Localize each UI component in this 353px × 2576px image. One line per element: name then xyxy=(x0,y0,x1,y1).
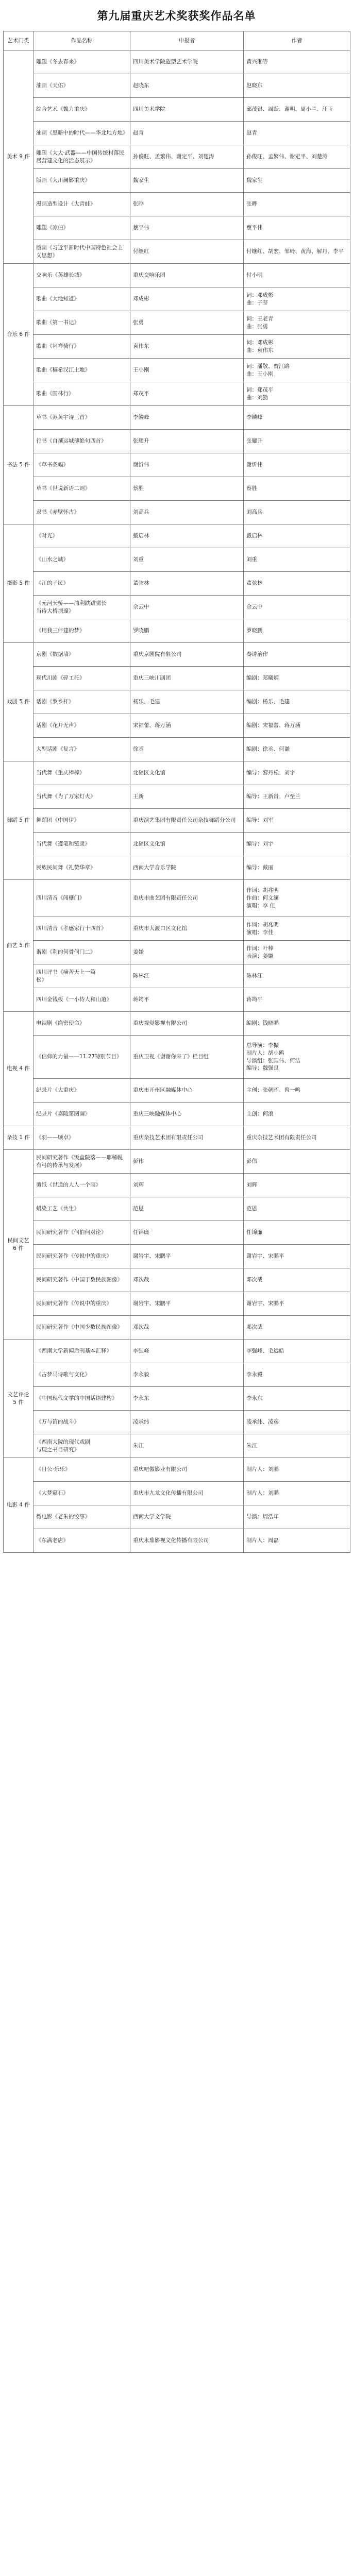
applicant-cell: 罗晓鹏 xyxy=(130,619,244,643)
table-header-row xyxy=(4,31,350,50)
table-row xyxy=(4,738,350,761)
table-row xyxy=(4,359,350,382)
author-cell: 谢岩宇、宋鹏平 xyxy=(244,1245,350,1268)
author-cell: 李永东 xyxy=(244,1387,350,1411)
table-row xyxy=(4,1434,350,1458)
applicant-cell: 四川美术学院 xyxy=(130,98,244,122)
author-cell: 编剧：宋福蕾、蒋万涵 xyxy=(244,714,350,738)
table-row xyxy=(4,917,350,941)
author-cell: 词：邓成彬 曲：袁伟东 xyxy=(244,335,350,359)
applicant-cell: 重庆京剧院有限公司 xyxy=(130,643,244,667)
category-cell: 电影 4 件 xyxy=(4,1458,33,1553)
table-row xyxy=(4,572,350,596)
table-row xyxy=(4,477,350,501)
applicant-cell: 付继红 xyxy=(130,240,244,264)
table-row xyxy=(4,1036,350,1079)
work-cell: 四川金钱板《一小侍人和山道》 xyxy=(33,988,130,1012)
author-cell: 谢岩宇、宋鹏平 xyxy=(244,1292,350,1316)
table-row xyxy=(4,1150,350,1174)
author-cell: 总导演：李振 制片人：胡小鸥 导演组：张国伟、何洁 编导：魏强良 xyxy=(244,1036,350,1079)
author-cell: 邓次哉 xyxy=(244,1316,350,1340)
category-cell: 摄影 5 件 xyxy=(4,524,33,643)
applicant-cell: 王新 xyxy=(130,785,244,809)
author-cell: 李永毅 xyxy=(244,1363,350,1387)
applicant-cell: 李强峰 xyxy=(130,1340,244,1363)
author-cell: 付小明 xyxy=(244,264,350,287)
author-cell: 朱江 xyxy=(244,1434,350,1458)
author-cell: 李鳞峰 xyxy=(244,406,350,430)
applicant-cell: 刘高兵 xyxy=(130,501,244,524)
applicant-cell: 重庆市开州区融媒体中心 xyxy=(130,1079,244,1103)
applicant-cell: 重庆市大渡口区文化馆 xyxy=(130,917,244,941)
applicant-cell: 重庆视觉影视有限公司 xyxy=(130,1012,244,1036)
header-category: 艺术门类 xyxy=(4,31,33,50)
applicant-cell: 张勇 xyxy=(130,311,244,335)
author-cell: 刘高兵 xyxy=(244,501,350,524)
applicant-cell: 重庆卫视《谢谢你来了》栏目组 xyxy=(130,1036,244,1079)
work-cell: 蜡染工艺《共生》 xyxy=(33,1197,130,1221)
table-row xyxy=(4,856,350,880)
work-cell: 《江的子民》 xyxy=(33,572,130,596)
applicant-cell: 四川美术学院造型艺术学院 xyxy=(130,50,244,74)
work-cell: 行书《自撰运城薄绝句四首》 xyxy=(33,430,130,453)
category-cell: 曲艺 5 件 xyxy=(4,880,33,1012)
author-cell: 作词：胡兆明 演唱：李佳 xyxy=(244,917,350,941)
work-cell: 隶书《赤壁怀古》 xyxy=(33,501,130,524)
table-row xyxy=(4,287,350,311)
applicant-cell: 朱江 xyxy=(130,1434,244,1458)
applicant-cell: 重庆吧傲影业有限公司 xyxy=(130,1458,244,1482)
table-row xyxy=(4,264,350,287)
author-cell: 魏家生 xyxy=(244,169,350,193)
table-row xyxy=(4,145,350,169)
table-row xyxy=(4,1221,350,1245)
category-cell: 电视 4 件 xyxy=(4,1012,33,1126)
table-row xyxy=(4,833,350,856)
work-cell: 当代舞《为了万家灯火》 xyxy=(33,785,130,809)
applicant-cell: 蔡平伟 xyxy=(130,216,244,240)
work-cell: 民间研究著作《何伯何对论》 xyxy=(33,1221,130,1245)
author-cell: 张耀升 xyxy=(244,430,350,453)
table-row xyxy=(4,1387,350,1411)
author-cell: 主创：张朝晖、曾一鸣 xyxy=(244,1079,350,1103)
work-cell: 大型话剧《复言》 xyxy=(33,738,130,761)
author-cell: 编导：黎丹松、刘宇 xyxy=(244,761,350,785)
author-cell: 孙俊旺、孟繁伟、谢定平、刘楚涛 xyxy=(244,145,350,169)
table-row xyxy=(4,335,350,359)
author-cell: 编剧：杨乐、毛建 xyxy=(244,690,350,714)
author-cell: 秦诗治作 xyxy=(244,643,350,667)
applicant-cell: 张晔 xyxy=(130,193,244,216)
work-cell: 四川清音《孝感家行十四首》 xyxy=(33,917,130,941)
applicant-cell: 姜嫌 xyxy=(130,941,244,964)
table-row xyxy=(4,1529,350,1553)
work-cell: 《日公·乐乐》 xyxy=(33,1458,130,1482)
table-row xyxy=(4,643,350,667)
author-cell: 词：邓成彬 曲：子芽 xyxy=(244,287,350,311)
author-cell: 戴启林 xyxy=(244,524,350,548)
work-cell: 油画《黑暗中的时代——华北地方地》 xyxy=(33,122,130,145)
work-cell: 四川清音《闯栅门》 xyxy=(33,880,130,917)
author-cell: 凌承纬、凌彦 xyxy=(244,1411,350,1434)
work-cell: 京剧《数据墙》 xyxy=(33,643,130,667)
author-cell: 蒋筠平 xyxy=(244,988,350,1012)
author-cell: 词：潘敬、贾江路 曲：王小刚 xyxy=(244,359,350,382)
work-cell: 纪录片《嘉陵第图画》 xyxy=(33,1103,130,1126)
applicant-cell: 徐丞 xyxy=(130,738,244,761)
table-row xyxy=(4,1340,350,1363)
applicant-cell: 赵青 xyxy=(130,122,244,145)
work-cell: 四川评书《痛苦天上一篇 松》 xyxy=(33,964,130,988)
table-row xyxy=(4,1174,350,1197)
applicant-cell: 北碚区文化馆 xyxy=(130,833,244,856)
author-cell: 任锦廉 xyxy=(244,1221,350,1245)
applicant-cell: 重庆市曲艺团有限责任公司 xyxy=(130,880,244,917)
applicant-cell: 赵晓东 xyxy=(130,74,244,98)
work-cell: 雕塑《凉伯》 xyxy=(33,216,130,240)
table-row xyxy=(4,941,350,964)
applicant-cell: 董弦林 xyxy=(130,572,244,596)
work-cell: 版画《大川澜影重庆》 xyxy=(33,169,130,193)
table-row xyxy=(4,1411,350,1434)
work-cell: 纪录片《大重庆》 xyxy=(33,1079,130,1103)
work-cell: 歌曲《围林行》 xyxy=(33,382,130,406)
work-cell: 电视剧《绝密使命》 xyxy=(33,1012,130,1036)
applicant-cell: 邓次哉 xyxy=(130,1316,244,1340)
author-cell: 制片人：刘鹏 xyxy=(244,1458,350,1482)
work-cell: 当代舞《重庆棒棒》 xyxy=(33,761,130,785)
author-cell: 制片人：周磊 xyxy=(244,1529,350,1553)
table-row xyxy=(4,193,350,216)
table-row xyxy=(4,1126,350,1150)
work-cell: 《万与笛的战斗》 xyxy=(33,1411,130,1434)
table-row xyxy=(4,785,350,809)
author-cell: 词：郑茂平 曲：刘勤 xyxy=(244,382,350,406)
author-cell: 主创：何浪 xyxy=(244,1103,350,1126)
author-cell: 邓次哉 xyxy=(244,1268,350,1292)
work-cell: 话剧《罗乡杆》 xyxy=(33,690,130,714)
work-cell: 当代舞《遵笔和链隶》 xyxy=(33,833,130,856)
author-cell: 黄兴湘等 xyxy=(244,50,350,74)
work-cell: 雕塑《冬去春来》 xyxy=(33,50,130,74)
author-cell: 制片人：刘鹏 xyxy=(244,1482,350,1505)
table-row xyxy=(4,98,350,122)
work-cell: 谐剧《利的何骨何门二》 xyxy=(33,941,130,964)
category-cell: 杂技 1 件 xyxy=(4,1126,33,1150)
work-cell: 民间研究著作《传说中的重庆》 xyxy=(33,1292,130,1316)
table-row xyxy=(4,501,350,524)
applicant-cell: 孙俊旺、孟繁伟、谢定平、刘楚涛 xyxy=(130,145,244,169)
work-cell: 雕塑《大大·武器——中国传统村落民居营建文化的活态展示》 xyxy=(33,145,130,169)
author-cell: 编剧：郑曦炳 xyxy=(244,667,350,690)
work-cell: 《草书条幅》 xyxy=(33,453,130,477)
table-row xyxy=(4,1458,350,1482)
work-cell: 《时光》 xyxy=(33,524,130,548)
table-row xyxy=(4,74,350,98)
work-cell: 《古梦马诗歌与文化》 xyxy=(33,1363,130,1387)
applicant-cell: 张耀升 xyxy=(130,430,244,453)
applicant-cell: 李鳞峰 xyxy=(130,406,244,430)
author-cell: 重庆杂技艺术团有限责任公司 xyxy=(244,1126,350,1150)
table-row xyxy=(4,1103,350,1126)
table-row xyxy=(4,1316,350,1340)
table-row xyxy=(4,430,350,453)
applicant-cell: 重庆市九龙文化传播有限公司 xyxy=(130,1482,244,1505)
author-cell: 编导：王新贵、卢至兰 xyxy=(244,785,350,809)
author-cell: 导演：周浩年 xyxy=(244,1505,350,1529)
applicant-cell: 重庆交响乐团 xyxy=(130,264,244,287)
table-row xyxy=(4,406,350,430)
category-cell: 舞蹈 5 件 xyxy=(4,761,33,880)
applicant-cell: 凌承纬 xyxy=(130,1411,244,1434)
applicant-cell: 刘重 xyxy=(130,548,244,572)
table-row xyxy=(4,1012,350,1036)
work-cell: 《元河天桥——浦利跌跋骡长 当待大桥坝邃》 xyxy=(33,596,130,619)
work-cell: 油画《天佑》 xyxy=(33,74,130,98)
applicant-cell: 郑茂平 xyxy=(130,382,244,406)
category-cell: 音乐 6 件 xyxy=(4,264,33,406)
header-applicant: 申报者 xyxy=(130,31,244,50)
table-row xyxy=(4,596,350,619)
applicant-cell: 谢忻伟 xyxy=(130,453,244,477)
table-row xyxy=(4,619,350,643)
page-title: 第九届重庆艺术奖获奖作品名单 xyxy=(97,10,256,22)
work-cell: 交响乐《英雄长城》 xyxy=(33,264,130,287)
applicant-cell: 蒋筠平 xyxy=(130,988,244,1012)
applicant-cell: 重庆永鼎影视文化传播有限公司 xyxy=(130,1529,244,1553)
work-cell: 剪纸《世道的人人一个画》 xyxy=(33,1174,130,1197)
work-cell: 《羽——顾卓》 xyxy=(33,1126,130,1150)
applicant-cell: 魏家生 xyxy=(130,169,244,193)
applicant-cell: 谢岩宇、宋鹏平 xyxy=(130,1245,244,1268)
table-row xyxy=(4,122,350,145)
author-cell: 佘云中 xyxy=(244,596,350,619)
work-cell: 歌曲《稿希汉江土地》 xyxy=(33,359,130,382)
applicant-cell: 谢岩宇、宋鹏平 xyxy=(130,1292,244,1316)
work-cell: 《西南大学新闻后刊基本汇释》 xyxy=(33,1340,130,1363)
work-cell: 民间研究著作《传说中的重庆》 xyxy=(33,1245,130,1268)
table-row xyxy=(4,809,350,833)
table-row xyxy=(4,1505,350,1529)
author-cell: 编导：刘军 xyxy=(244,809,350,833)
work-cell: 《用我三伴建的梦》 xyxy=(33,619,130,643)
author-cell: 编导：刘宇 xyxy=(244,833,350,856)
applicant-cell: 重庆杂技艺术团有限责任公司 xyxy=(130,1126,244,1150)
work-cell: 《西南大院的现代戏剧 与现之书目研究》 xyxy=(33,1434,130,1458)
author-cell: 邱茂银、周跃、谢明、周小兰、汪玉 xyxy=(244,98,350,122)
author-cell: 蔡胜 xyxy=(244,477,350,501)
category-cell: 美术 9 件 xyxy=(4,50,33,264)
table-row xyxy=(4,690,350,714)
table-row xyxy=(4,1363,350,1387)
applicant-cell: 范恩 xyxy=(130,1197,244,1221)
work-cell: 现代川剧《碎工托》 xyxy=(33,667,130,690)
author-cell: 词：王老青 曲：张勇 xyxy=(244,311,350,335)
applicant-cell: 西南大学音乐学院 xyxy=(130,856,244,880)
applicant-cell: 西南大学文学院 xyxy=(130,1505,244,1529)
author-cell: 编导：戴丽 xyxy=(244,856,350,880)
applicant-cell: 王小刚 xyxy=(130,359,244,382)
header-work: 作品名称 xyxy=(33,31,130,50)
author-cell: 董弦林 xyxy=(244,572,350,596)
author-cell: 罗晓鹏 xyxy=(244,619,350,643)
table-row xyxy=(4,988,350,1012)
applicant-cell: 刘辉 xyxy=(130,1174,244,1197)
table-row xyxy=(4,964,350,988)
work-cell: 草书《世说新语二则》 xyxy=(33,477,130,501)
work-cell: 版画《习近平新时代中国特色社会主义思想》 xyxy=(33,240,130,264)
applicant-cell: 重庆三峡川剧团 xyxy=(130,667,244,690)
applicant-cell: 佘云中 xyxy=(130,596,244,619)
table-row xyxy=(4,382,350,406)
table-row xyxy=(4,216,350,240)
applicant-cell: 蔡胜 xyxy=(130,477,244,501)
category-cell: 文艺评论 5 件 xyxy=(4,1340,33,1458)
author-cell: 编剧：钱晓鹏 xyxy=(244,1012,350,1036)
author-cell: 赵晓东 xyxy=(244,74,350,98)
table-row xyxy=(4,50,350,74)
applicant-cell: 李永东 xyxy=(130,1387,244,1411)
work-cell: 微电影《老朱的饺事》 xyxy=(33,1505,130,1529)
table-row xyxy=(4,761,350,785)
applicant-cell: 李永毅 xyxy=(130,1363,244,1387)
work-cell: 民间研究著作《中国于数民族图像》 xyxy=(33,1268,130,1292)
work-cell: 《山水之城》 xyxy=(33,548,130,572)
author-cell: 蔡平伟 xyxy=(244,216,350,240)
work-cell: 《东满老店》 xyxy=(33,1529,130,1553)
table-row xyxy=(4,667,350,690)
author-cell: 作词：叶棒 表演：姜嫌 xyxy=(244,941,350,964)
table-row xyxy=(4,1197,350,1221)
work-cell: 民间研究著作《饭盒院落——耶稀幌有弓的传承与发展》 xyxy=(33,1150,130,1174)
work-cell: 《大梦窥石》 xyxy=(33,1482,130,1505)
table-row xyxy=(4,240,350,264)
author-cell: 刘辉 xyxy=(244,1174,350,1197)
author-cell: 付继红、胡宏、邹岭、黄海、解丹、李平 xyxy=(244,240,350,264)
work-cell: 歌曲《大地知道》 xyxy=(33,287,130,311)
applicant-cell: 重庆演艺集团有限责任公司杂技舞蹈分公司 xyxy=(130,809,244,833)
work-cell: 话剧《花开无声》 xyxy=(33,714,130,738)
author-cell: 李强峰、毛远皓 xyxy=(244,1340,350,1363)
applicant-cell: 杨乐、毛建 xyxy=(130,690,244,714)
work-cell: 综合艺术《魏力重庆》 xyxy=(33,98,130,122)
work-cell: 草书《苏黄宇诗三首》 xyxy=(33,406,130,430)
work-cell: 歌曲《第一书记》 xyxy=(33,311,130,335)
category-cell: 戏剧 5 件 xyxy=(4,643,33,761)
header-author: 作者 xyxy=(244,31,350,50)
table-row xyxy=(4,524,350,548)
table-row xyxy=(4,169,350,193)
work-cell: 民间研究著作《中国少数民族图像》 xyxy=(33,1316,130,1340)
work-cell: 漫画造型设计《大青蛙》 xyxy=(33,193,130,216)
author-cell: 编剧：徐丞、何谦 xyxy=(244,738,350,761)
applicant-cell: 任锦廉 xyxy=(130,1221,244,1245)
applicant-cell: 邓次哉 xyxy=(130,1268,244,1292)
author-cell: 刘重 xyxy=(244,548,350,572)
table-row xyxy=(4,453,350,477)
work-cell: 民族民间舞《礼赞华章》 xyxy=(33,856,130,880)
author-cell: 赵青 xyxy=(244,122,350,145)
applicant-cell: 北碚区文化馆 xyxy=(130,761,244,785)
applicant-cell: 邓成彬 xyxy=(130,287,244,311)
table-row xyxy=(4,714,350,738)
applicant-cell: 重庆三峡融媒体中心 xyxy=(130,1103,244,1126)
applicant-cell: 戴启林 xyxy=(130,524,244,548)
applicant-cell: 袁伟东 xyxy=(130,335,244,359)
table-row xyxy=(4,1245,350,1268)
table-row xyxy=(4,548,350,572)
author-cell: 范恩 xyxy=(244,1197,350,1221)
table-row xyxy=(4,1482,350,1505)
work-cell: 《中国现代文学的中国话语建构》 xyxy=(33,1387,130,1411)
table-row xyxy=(4,1292,350,1316)
applicant-cell: 宋福蕾、蒋万涵 xyxy=(130,714,244,738)
work-cell: 舞蹈团《中国伊》 xyxy=(33,809,130,833)
category-cell: 书法 5 件 xyxy=(4,406,33,524)
work-cell: 歌曲《祠祥骑行》 xyxy=(33,335,130,359)
work-cell: 《信仰的力量——11.27特别节目》 xyxy=(33,1036,130,1079)
table-row xyxy=(4,1079,350,1103)
author-cell: 谢忻伟 xyxy=(244,453,350,477)
table-body xyxy=(4,50,350,1553)
author-cell: 彭伟 xyxy=(244,1150,350,1174)
applicant-cell: 陈林江 xyxy=(130,964,244,988)
category-cell: 民间文艺 6 件 xyxy=(4,1150,33,1340)
applicant-cell: 彭伟 xyxy=(130,1150,244,1174)
author-cell: 张晔 xyxy=(244,193,350,216)
awards-table xyxy=(3,31,350,1553)
table-row xyxy=(4,311,350,335)
table-row xyxy=(4,880,350,917)
author-cell: 作词：胡兆明 作曲：何文澜 演唱：李 佳 xyxy=(244,880,350,917)
author-cell: 陈林江 xyxy=(244,964,350,988)
table-row xyxy=(4,1268,350,1292)
